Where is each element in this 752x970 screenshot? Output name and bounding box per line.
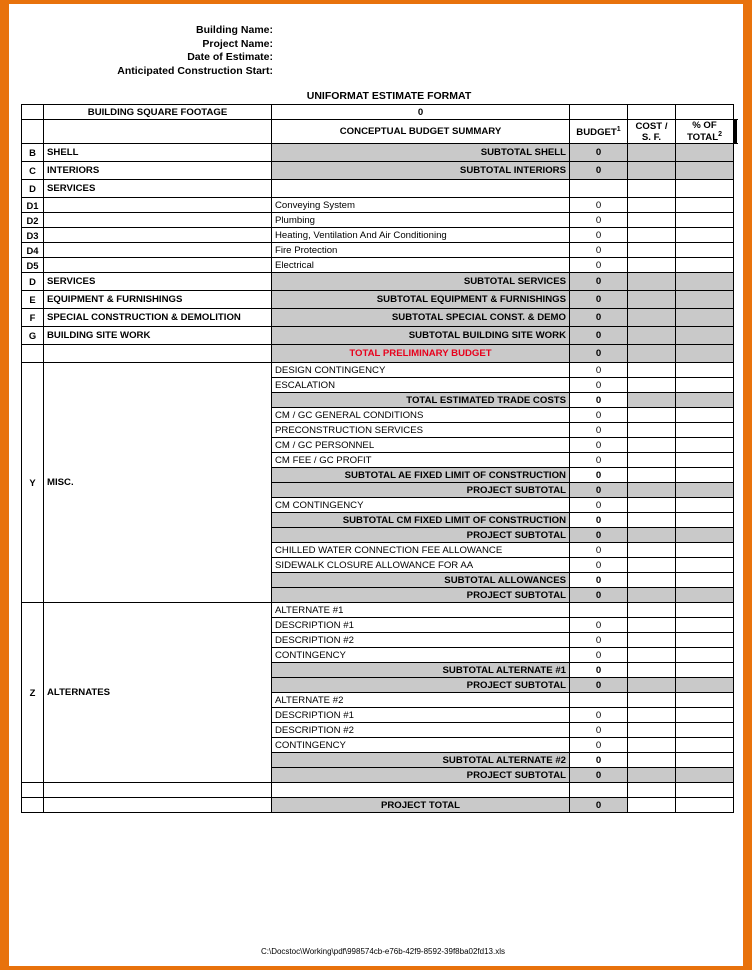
misc-line-budget[interactable]: 0 <box>570 543 628 558</box>
row-description: SUBTOTAL INTERIORS <box>272 162 570 180</box>
alternate-line-budget[interactable] <box>570 693 628 708</box>
row-description: SUBTOTAL BUILDING SITE WORK <box>272 327 570 345</box>
misc-line-budget[interactable]: 0 <box>570 483 628 498</box>
row-name: SERVICES <box>44 180 272 198</box>
row-pct-total[interactable] <box>676 273 734 291</box>
row-code: F <box>22 309 44 327</box>
row-name <box>44 213 272 228</box>
alternate-line-description: DESCRIPTION #2 <box>272 633 570 648</box>
misc-line-pct[interactable] <box>676 528 734 543</box>
alternate-line-cost[interactable] <box>628 753 676 768</box>
misc-line-pct[interactable] <box>676 483 734 498</box>
alternate-line-description: ALTERNATE #2 <box>272 693 570 708</box>
table-row-project-total <box>22 798 737 813</box>
misc-line-pct[interactable] <box>676 573 734 588</box>
alternate-line-cost[interactable] <box>628 693 676 708</box>
alternate-line-budget[interactable]: 0 <box>570 618 628 633</box>
header-building-name: Building Name: <box>195 24 273 36</box>
cell-blank <box>44 345 272 363</box>
row-pct-total[interactable] <box>676 309 734 327</box>
row-code: D <box>22 273 44 291</box>
alternate-line-description: CONTINGENCY <box>272 648 570 663</box>
cell-blank <box>44 798 272 813</box>
row-name: BUILDING SITE WORK <box>44 327 272 345</box>
misc-line-cost[interactable] <box>628 528 676 543</box>
table-row <box>22 327 737 345</box>
row-cost-sf[interactable] <box>628 162 676 180</box>
row-code: D <box>22 180 44 198</box>
row-code: D1 <box>22 198 44 213</box>
misc-line-cost[interactable] <box>628 468 676 483</box>
alternates-name: ALTERNATES <box>44 603 272 783</box>
misc-line-budget[interactable]: 0 <box>570 438 628 453</box>
row-name: EQUIPMENT & FURNISHINGS <box>44 291 272 309</box>
misc-line-pct[interactable] <box>676 423 734 438</box>
row-code: D3 <box>22 228 44 243</box>
table-row <box>22 213 737 228</box>
alternates-code: Z <box>22 603 44 783</box>
misc-line-cost[interactable] <box>628 588 676 603</box>
alternate-line-description: ALTERNATE #1 <box>272 603 570 618</box>
misc-line-budget[interactable]: 0 <box>570 363 628 378</box>
row-pct-total[interactable] <box>676 180 734 198</box>
alternate-line-pct[interactable] <box>676 663 734 678</box>
table-row <box>22 273 737 291</box>
misc-line-pct[interactable] <box>676 438 734 453</box>
alternate-line-pct[interactable] <box>676 693 734 708</box>
misc-line-description: SUBTOTAL ALLOWANCES <box>272 573 570 588</box>
alternate-line-pct[interactable] <box>676 633 734 648</box>
budget-summary-table <box>21 104 737 813</box>
misc-line-budget[interactable]: 0 <box>570 498 628 513</box>
alternate-line-description: PROJECT SUBTOTAL <box>272 678 570 693</box>
square-footage-value[interactable]: 0 <box>272 105 570 120</box>
row-cost-sf[interactable] <box>628 243 676 258</box>
spacer-budget <box>570 783 628 798</box>
row-budget[interactable]: 0 <box>570 327 628 345</box>
misc-line-description: SIDEWALK CLOSURE ALLOWANCE FOR AA <box>272 558 570 573</box>
row-code: D4 <box>22 243 44 258</box>
misc-line-pct[interactable] <box>676 408 734 423</box>
misc-line-budget[interactable]: 0 <box>570 468 628 483</box>
misc-line-pct[interactable] <box>676 558 734 573</box>
row-budget[interactable]: 0 <box>570 162 628 180</box>
misc-line-description: CM CONTINGENCY <box>272 498 570 513</box>
column-header-budget: BUDGET$^1$ <box>570 120 628 144</box>
misc-line-pct[interactable] <box>676 588 734 603</box>
row-pct-total[interactable] <box>676 144 734 162</box>
alternate-line-cost[interactable] <box>628 738 676 753</box>
table-row <box>22 291 737 309</box>
alternate-line-pct[interactable] <box>676 753 734 768</box>
row-name: INTERIORS <box>44 162 272 180</box>
spacer-code <box>22 783 44 798</box>
alternate-line-pct[interactable] <box>676 618 734 633</box>
row-pct-total[interactable] <box>676 291 734 309</box>
spacer-cost <box>628 783 676 798</box>
misc-line-description: ESCALATION <box>272 378 570 393</box>
alternate-line-pct[interactable] <box>676 723 734 738</box>
row-budget[interactable]: 0 <box>570 228 628 243</box>
alternate-line-description: SUBTOTAL ALTERNATE #1 <box>272 663 570 678</box>
row-name <box>44 198 272 213</box>
table-row-misc-header <box>22 363 737 378</box>
project-total-budget[interactable]: 0 <box>570 798 628 813</box>
alternate-line-cost[interactable] <box>628 678 676 693</box>
misc-line-description: SUBTOTAL AE FIXED LIMIT OF CONSTRUCTION <box>272 468 570 483</box>
row-pct-total[interactable] <box>676 162 734 180</box>
misc-line-description: PROJECT SUBTOTAL <box>272 483 570 498</box>
alternate-line-description: SUBTOTAL ALTERNATE #2 <box>272 753 570 768</box>
row-description: Electrical <box>272 258 570 273</box>
spacer-name <box>44 783 272 798</box>
alternate-line-description: DESCRIPTION #2 <box>272 723 570 738</box>
cell-blank <box>22 120 44 144</box>
spacer-pct <box>676 783 734 798</box>
misc-line-pct[interactable] <box>676 393 734 408</box>
spreadsheet-sheet <box>9 4 743 966</box>
row-description: SUBTOTAL SERVICES <box>272 273 570 291</box>
cell-blank <box>628 105 676 120</box>
alternate-line-pct[interactable] <box>676 708 734 723</box>
document-header <box>21 24 731 78</box>
project-total-label: PROJECT TOTAL <box>272 798 570 813</box>
row-code: B <box>22 144 44 162</box>
row-cost-sf[interactable] <box>628 180 676 198</box>
row-name <box>44 243 272 258</box>
cell-blank <box>676 105 734 120</box>
table-row-spacer <box>22 783 737 798</box>
alternate-line-budget[interactable]: 0 <box>570 723 628 738</box>
column-header-pct-total: % OF TOTAL$^2$ <box>676 120 734 144</box>
misc-line-description: PRECONSTRUCTION SERVICES <box>272 423 570 438</box>
row-budget[interactable]: 0 <box>570 198 628 213</box>
row-description: Heating, Ventilation And Air Conditioning <box>272 228 570 243</box>
misc-line-budget[interactable]: 0 <box>570 558 628 573</box>
row-cost-sf[interactable] <box>628 327 676 345</box>
table-row <box>22 198 737 213</box>
row-description <box>272 180 570 198</box>
misc-line-description: CM FEE / GC PROFIT <box>272 453 570 468</box>
misc-line-pct[interactable] <box>676 468 734 483</box>
alternate-line-budget[interactable]: 0 <box>570 678 628 693</box>
alternate-line-pct[interactable] <box>676 768 734 783</box>
alternate-line-pct[interactable] <box>676 648 734 663</box>
misc-line-description: PROJECT SUBTOTAL <box>272 588 570 603</box>
row-cost-sf[interactable] <box>628 198 676 213</box>
misc-line-budget[interactable]: 0 <box>570 393 628 408</box>
row-code: D2 <box>22 213 44 228</box>
misc-line-cost[interactable] <box>628 558 676 573</box>
misc-line-cost[interactable] <box>628 498 676 513</box>
cell-blank <box>22 798 44 813</box>
misc-line-pct[interactable] <box>676 543 734 558</box>
row-code: C <box>22 162 44 180</box>
row-cost-sf[interactable] <box>628 228 676 243</box>
spacer-desc <box>272 783 570 798</box>
header-project-name: Project Name: <box>202 37 273 50</box>
row-budget[interactable]: 0 <box>570 291 628 309</box>
row-description: Conveying System <box>272 198 570 213</box>
alternate-line-cost[interactable] <box>628 603 676 618</box>
row-description: Fire Protection <box>272 243 570 258</box>
misc-line-pct[interactable] <box>676 378 734 393</box>
cell-blank <box>22 105 44 120</box>
alternate-line-cost[interactable] <box>628 618 676 633</box>
misc-line-cost[interactable] <box>628 363 676 378</box>
row-pct-total[interactable] <box>676 258 734 273</box>
row-description: Plumbing <box>272 213 570 228</box>
alternate-line-budget[interactable]: 0 <box>570 738 628 753</box>
alternate-line-cost[interactable] <box>628 663 676 678</box>
row-description: SUBTOTAL SHELL <box>272 144 570 162</box>
misc-line-description: TOTAL ESTIMATED TRADE COSTS <box>272 393 570 408</box>
total-preliminary-pct[interactable] <box>676 345 734 363</box>
misc-line-description: CHILLED WATER CONNECTION FEE ALLOWANCE <box>272 543 570 558</box>
misc-line-description: CM / GC GENERAL CONDITIONS <box>272 408 570 423</box>
alternate-line-budget[interactable]: 0 <box>570 753 628 768</box>
alternate-line-budget[interactable]: 0 <box>570 708 628 723</box>
row-name: SPECIAL CONSTRUCTION & DEMOLITION <box>44 309 272 327</box>
table-row <box>22 258 737 273</box>
cell-blank <box>22 345 44 363</box>
table-row <box>22 144 737 162</box>
alternate-line-pct[interactable] <box>676 603 734 618</box>
table-row <box>22 309 737 327</box>
misc-line-pct[interactable] <box>676 363 734 378</box>
alternate-line-budget[interactable]: 0 <box>570 663 628 678</box>
misc-line-budget[interactable]: 0 <box>570 408 628 423</box>
row-description: SUBTOTAL SPECIAL CONST. & DEMO <box>272 309 570 327</box>
page-title: UNIFORMAT ESTIMATE FORMAT <box>306 90 472 102</box>
misc-line-pct[interactable] <box>676 498 734 513</box>
alternate-line-budget[interactable]: 0 <box>570 648 628 663</box>
misc-line-cost[interactable] <box>628 573 676 588</box>
misc-line-description: PROJECT SUBTOTAL <box>272 528 570 543</box>
table-row <box>22 180 737 198</box>
total-preliminary-label: TOTAL PRELIMINARY BUDGET <box>272 345 570 363</box>
table-row-square-footage <box>22 105 737 120</box>
row-pct-total[interactable] <box>676 243 734 258</box>
alternate-line-budget[interactable] <box>570 603 628 618</box>
row-cost-sf[interactable] <box>628 309 676 327</box>
alternate-line-cost[interactable] <box>628 768 676 783</box>
row-name: SERVICES <box>44 273 272 291</box>
table-row <box>22 228 737 243</box>
alternate-line-budget[interactable]: 0 <box>570 768 628 783</box>
row-name: SHELL <box>44 144 272 162</box>
row-pct-total[interactable] <box>736 120 737 144</box>
header-anticipated-construction-start: Anticipated Construction Start: <box>117 64 273 77</box>
total-preliminary-budget[interactable]: 0 <box>570 345 628 363</box>
misc-line-pct[interactable] <box>676 513 734 528</box>
row-code: G <box>22 327 44 345</box>
row-description: SUBTOTAL EQUIPMENT & FURNISHINGS <box>272 291 570 309</box>
cell-blank <box>44 120 272 144</box>
row-pct-total[interactable] <box>676 228 734 243</box>
row-budget[interactable]: 0 <box>570 144 628 162</box>
project-total-cost[interactable] <box>628 798 676 813</box>
cell-blank <box>570 105 628 120</box>
row-cost-sf[interactable] <box>628 213 676 228</box>
alternate-line-description: PROJECT SUBTOTAL <box>272 768 570 783</box>
row-pct-total[interactable] <box>676 198 734 213</box>
misc-line-description: DESIGN CONTINGENCY <box>272 363 570 378</box>
row-budget[interactable]: 0 <box>570 258 628 273</box>
column-header-cost-sf: COST / S. F. <box>628 120 676 144</box>
row-budget[interactable]: 0 <box>570 273 628 291</box>
misc-line-cost[interactable] <box>628 483 676 498</box>
row-budget[interactable] <box>570 180 628 198</box>
misc-line-description: CM / GC PERSONNEL <box>272 438 570 453</box>
misc-line-cost[interactable] <box>628 378 676 393</box>
row-cost-sf[interactable] <box>628 144 676 162</box>
row-budget[interactable]: 0 <box>570 213 628 228</box>
table-row <box>22 243 737 258</box>
table-row <box>22 162 737 180</box>
total-preliminary-cost[interactable] <box>628 345 676 363</box>
header-date-of-estimate: Date of Estimate: <box>187 51 273 63</box>
alternate-line-description: DESCRIPTION #1 <box>272 708 570 723</box>
misc-line-budget[interactable]: 0 <box>570 573 628 588</box>
alternate-line-description: DESCRIPTION #1 <box>272 618 570 633</box>
alternate-line-cost[interactable] <box>628 633 676 648</box>
alternate-line-budget[interactable]: 0 <box>570 633 628 648</box>
misc-line-cost[interactable] <box>628 513 676 528</box>
row-name <box>44 228 272 243</box>
column-header-summary: CONCEPTUAL BUDGET SUMMARY <box>272 120 570 144</box>
misc-line-budget[interactable]: 0 <box>570 528 628 543</box>
alternate-line-cost[interactable] <box>628 648 676 663</box>
misc-line-cost[interactable] <box>628 453 676 468</box>
project-total-pct[interactable] <box>676 798 734 813</box>
row-budget[interactable]: 0 <box>570 243 628 258</box>
row-cost-sf[interactable] <box>628 291 676 309</box>
misc-line-budget[interactable]: 0 <box>570 453 628 468</box>
alternate-line-cost[interactable] <box>628 723 676 738</box>
misc-line-cost[interactable] <box>628 408 676 423</box>
misc-line-description: SUBTOTAL CM FIXED LIMIT OF CONSTRUCTION <box>272 513 570 528</box>
alternate-line-cost[interactable] <box>628 708 676 723</box>
row-cost-sf[interactable] <box>628 258 676 273</box>
row-name <box>44 258 272 273</box>
table-row-total-preliminary-budget <box>22 345 737 363</box>
alternate-line-pct[interactable] <box>676 678 734 693</box>
square-footage-label: BUILDING SQUARE FOOTAGE <box>44 105 272 120</box>
misc-line-cost[interactable] <box>628 393 676 408</box>
row-budget[interactable]: 0 <box>570 309 628 327</box>
file-path-footer: C:\Docstoc\Working\pdf\998574cb-e76b-42f9-8592-39f8ba02fd13.xls <box>260 947 505 956</box>
misc-line-cost[interactable] <box>628 543 676 558</box>
misc-name: MISC. <box>44 363 272 603</box>
misc-line-budget[interactable]: 0 <box>570 378 628 393</box>
row-cost-sf[interactable] <box>628 273 676 291</box>
row-code: E <box>22 291 44 309</box>
row-pct-total[interactable] <box>676 327 734 345</box>
misc-line-budget[interactable]: 0 <box>570 513 628 528</box>
misc-code: Y <box>22 363 44 603</box>
table-row-alternates-header <box>22 603 737 618</box>
row-code: D5 <box>22 258 44 273</box>
misc-line-cost[interactable] <box>628 423 676 438</box>
alternate-line-pct[interactable] <box>676 738 734 753</box>
misc-line-cost[interactable] <box>628 438 676 453</box>
row-pct-total[interactable] <box>676 213 734 228</box>
misc-line-budget[interactable]: 0 <box>570 588 628 603</box>
misc-line-pct[interactable] <box>676 453 734 468</box>
misc-line-budget[interactable]: 0 <box>570 423 628 438</box>
alternate-line-description: CONTINGENCY <box>272 738 570 753</box>
